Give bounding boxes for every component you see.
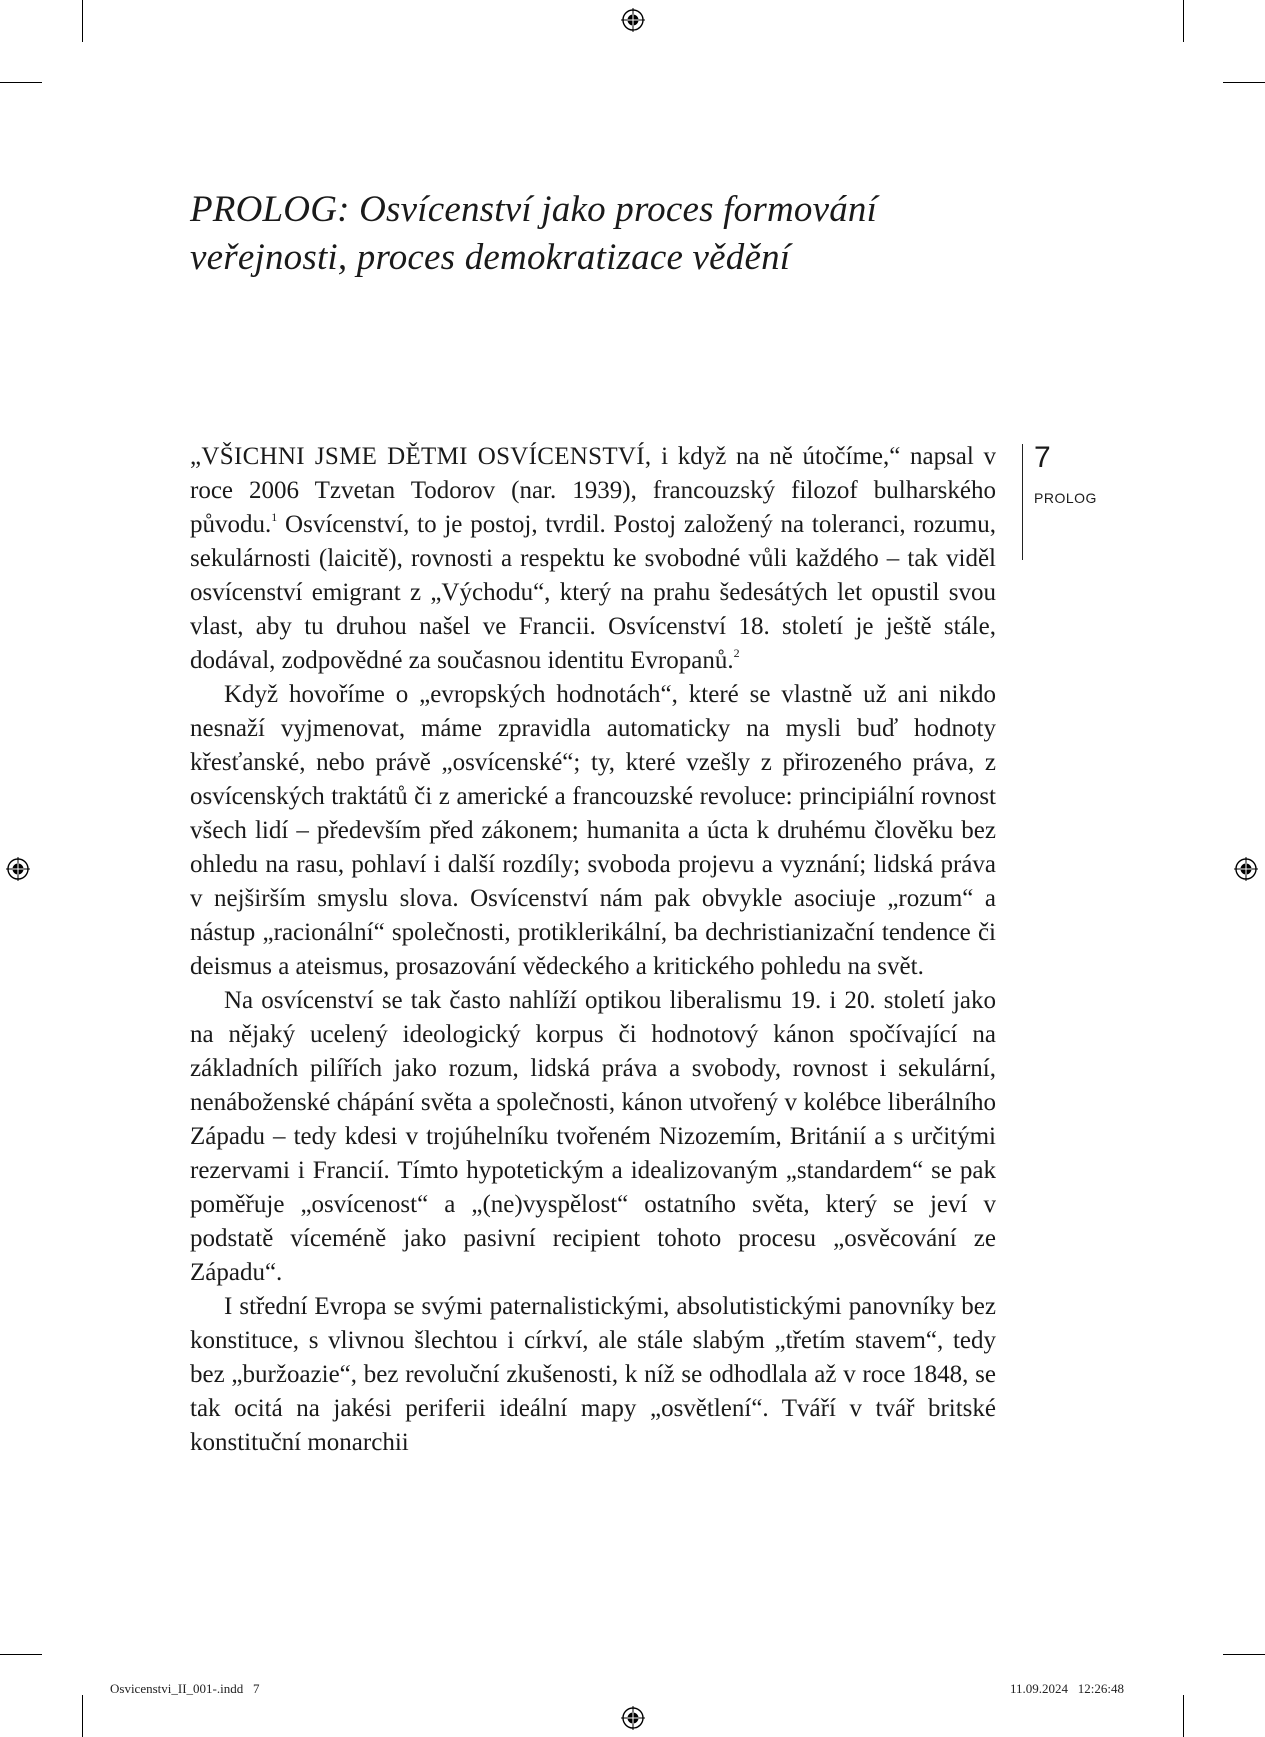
crop-mark-top-left — [82, 0, 83, 42]
registration-mark-icon — [1234, 857, 1258, 881]
chapter-title — [190, 186, 1010, 282]
page-number: 7 — [1034, 441, 1051, 474]
paragraph — [190, 440, 996, 678]
footnote-ref[interactable]: 1 — [271, 510, 278, 524]
chapter-title-line: veřejnosti, proces demokratizace vědění — [190, 237, 791, 278]
chapter-title-line: PROLOG: Osvícenství jako proces formování — [190, 189, 878, 230]
registration-mark-icon — [6, 857, 30, 881]
footnote-ref[interactable]: 2 — [733, 646, 740, 660]
paragraph: I střední Evropa se svými paternalistickými, absolutistickými panovníky bez konstituce, s vlivnou šlechtou i církví, ale stále slabým „třetím stavem“, tedy bez „buržoazie“, bez revoluční zkušenosti, k níž se odhodlala až v roce 1848, se tak ocitá na jakési periferii ideální mapy „osvětlení“. Tváří v tvář britské konstituční monarchii — [190, 1293, 996, 1456]
running-head: PROLOG — [1034, 490, 1097, 506]
paragraph: Na osvícenství se tak často nahlíží optikou liberalismu 19. i 20. století jako na nějaký ucelený ideologický korpus či hodnotový kánon spočívající na základních pilířích jako rozum, lidská práva a svobody, rovnost i sekulární, nenáboženské chápání světa a společnosti, kánon utvořený v kolébce liberálního Západu – tedy kdesi v trojúhelníku tvořeném Nizozemím, Británií a s určitými rezervami i Francií. Tímto hypotetickým a idealizovaným „standardem“ se pak poměřuje „osvícenost“ a „(ne)vyspělost“ ostatního světa, který se jeví v podstatě víceméně jako pasivní recipient tohoto procesu „osvěcování ze Západu“. — [190, 987, 996, 1286]
margin-rule — [1022, 444, 1023, 560]
registration-mark-icon — [621, 8, 645, 32]
paragraph-text: i když na ně útočíme,“ napsal v roce 2006 Tzvetan Todorov (nar. 1939), francouzský filozof bulharského původu. — [190, 443, 996, 538]
paragraph: Když hovoříme o „evropských hodnotách“, které se vlastně už ani nikdo nesnaží vyjmenovat, máme zpravidla automaticky na mysli buď hodnoty křesťanské, nebo právě „osvícenské“; ty, které vzešly z přirozeného práva, z osvícenských traktátů či z americké a francouzské revoluce: principiální rovnost všech lidí – především před zákonem; humanita a úcta k druhému člověku bez ohledu na rasu, pohlaví i další rozdíly; svoboda projevu a vyznání; lidská práva v nejširším smyslu slova. Osvícenství nám pak obvykle asociuje „rozum“ a nástup „racionální“ společnosti, protiklerikální, ba dechristianizační tendence či deismus a ateismus, prosazování vědeckého a kritického pohledu na svět. — [190, 681, 996, 980]
registration-mark-icon — [621, 1706, 645, 1730]
crop-mark-bottom-left — [82, 1695, 83, 1737]
slug-datetime: 11.09.2024 12:26:48 — [1010, 1681, 1124, 1696]
crop-mark-top-right — [1223, 82, 1265, 83]
crop-mark-bottom-left — [0, 1654, 42, 1655]
crop-mark-bottom-right — [1223, 1654, 1265, 1655]
lead-in-caps: „VŠICHNI JSME DĚTMI OSVÍCENSTVÍ, — [190, 443, 652, 470]
crop-mark-top-left — [0, 82, 42, 83]
body-text — [190, 440, 996, 1460]
slug-filename: Osvicenstvi_II_001-.indd 7 — [110, 1681, 260, 1696]
paragraph-text: Osvícenství, to je postoj, tvrdil. Postoj založený na toleranci, rozumu, sekulárnosti (laicitě), rovnosti a respektu ke svobodné vůli každého – tak viděl osvícenství emigrant z „Východu“, který na prahu šedesátých let opustil svou vlast, aby tu druhou našel ve Francii. Osvícenství 18. století je ještě stále, dodával, zodpovědné za současnou identitu Evropanů. — [190, 511, 996, 674]
crop-mark-bottom-right — [1183, 1695, 1184, 1737]
crop-mark-top-right — [1183, 0, 1184, 42]
